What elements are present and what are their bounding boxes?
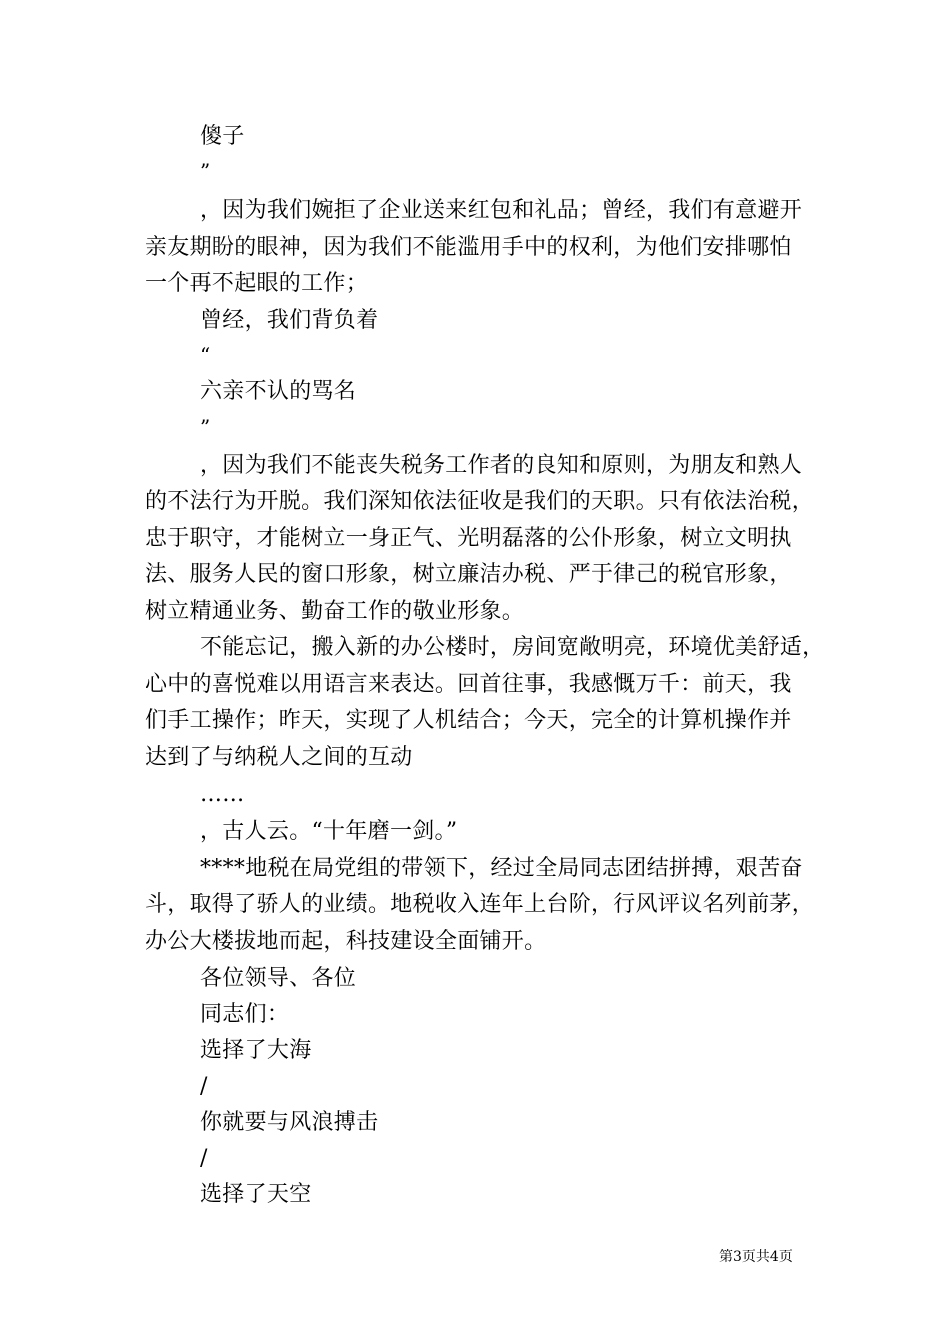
text-line: 你就要与风浪搏击 [200, 1110, 379, 1135]
text-line: 一个再不起眼的工作； [145, 271, 369, 296]
ellipsis: …… [200, 782, 245, 807]
text-line: 斗，取得了骄人的业绩。地税收入连年上台阶，行风评议名列前茅， [145, 892, 815, 917]
text-line: 树立精通业务、勤奋工作的敬业形象。 [145, 599, 525, 624]
quote-mark: “ [200, 343, 211, 367]
text-line: 达到了与纳税人之间的互动 [145, 745, 413, 770]
text-line: 傻子 [200, 124, 245, 149]
text-line: 选择了大海 [200, 1038, 312, 1063]
text-line: 各位领导、各位 [200, 966, 357, 991]
text-line: 亲友期盼的眼神，因为我们不能滥用手中的权利，为他们安排哪怕 [145, 235, 792, 260]
text-line: 心中的喜悦难以用语言来表达。回首往事，我感慨万千：前天，我 [145, 672, 792, 697]
text-line: 六亲不认的骂名 [200, 379, 357, 404]
text-line: 曾经，我们背负着 [200, 308, 379, 333]
text-line: 不能忘记，搬入新的办公楼时，房间宽敞明亮，环境优美舒适， [200, 635, 825, 660]
slash-separator: / [200, 1074, 208, 1099]
text-line: 办公大楼拔地而起，科技建设全面铺开。 [145, 929, 547, 954]
text-line: ，因为我们不能丧失税务工作者的良知和原则，为朋友和熟人 [200, 453, 803, 478]
text-line: 同志们： [200, 1002, 290, 1027]
text-line: 们手工操作；昨天，实现了人机结合；今天，完全的计算机操作并 [145, 708, 792, 733]
quote-mark: ” [200, 159, 211, 183]
slash-separator: / [200, 1146, 208, 1171]
text-line: ，古人云。“十年磨一剑。” [200, 819, 458, 844]
page-number: 第3页共4页 [719, 1249, 793, 1265]
text-line: ****地税在局党组的带领下，经过全局同志团结拼搏，艰苦奋 [200, 856, 803, 881]
text-line: 忠于职守，才能树立一身正气、光明磊落的公仆形象，树立文明执 [145, 526, 792, 551]
text-line: 法、服务人民的窗口形象，树立廉洁办税、严于律己的税官形象， [145, 562, 792, 587]
quote-mark: ” [200, 415, 211, 439]
text-line: 选择了天空 [200, 1182, 312, 1207]
text-line: 的不法行为开脱。我们深知依法征收是我们的天职。只有依法治税， [145, 489, 815, 514]
text-line: ，因为我们婉拒了企业送来红包和礼品；曾经，我们有意避开 [200, 198, 803, 223]
